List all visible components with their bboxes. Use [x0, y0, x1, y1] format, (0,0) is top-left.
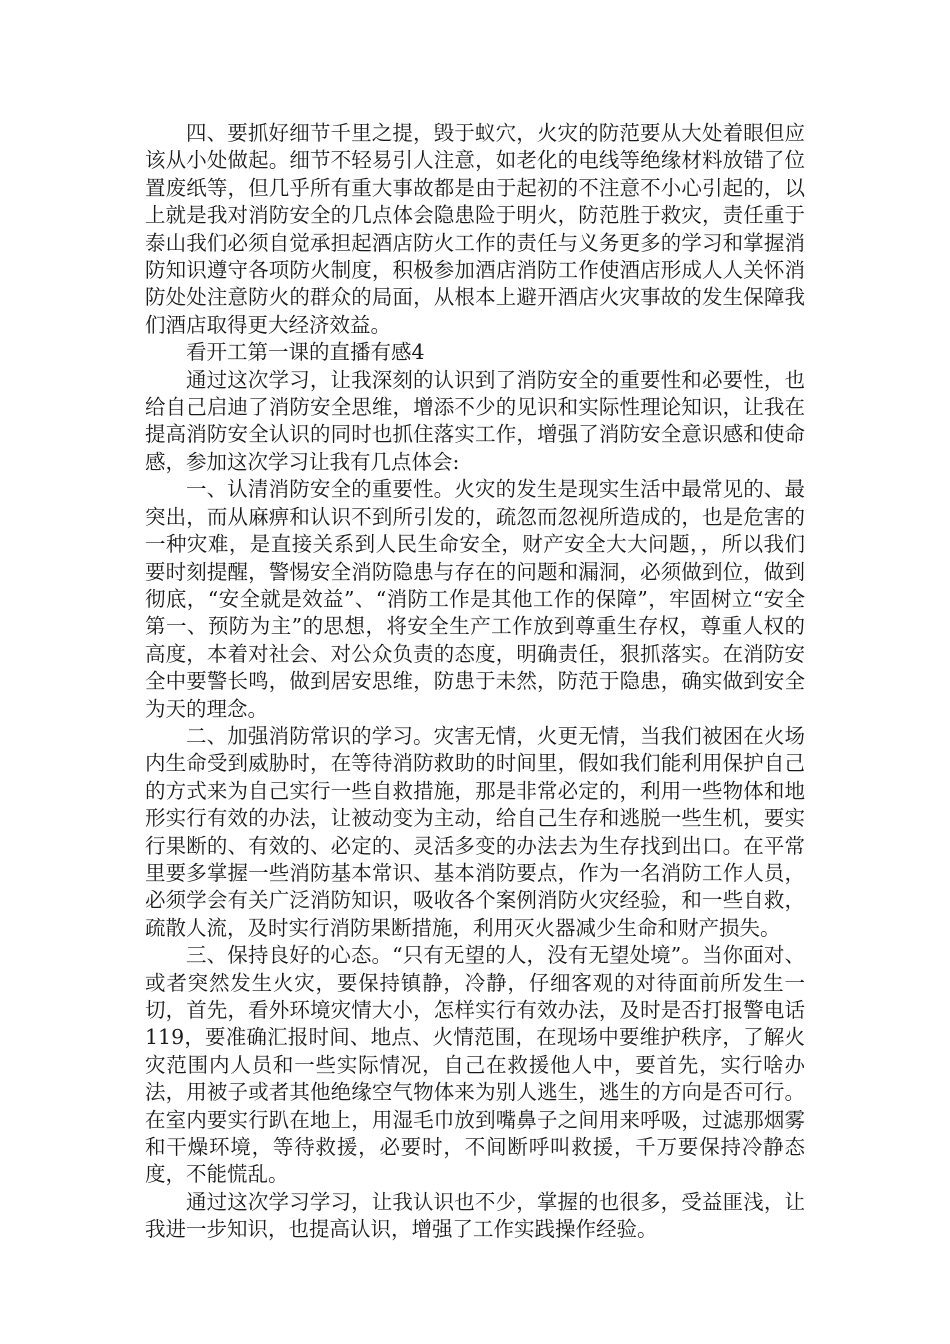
paragraph-point-three: 三、保持良好的心态。“只有无望的人，没有无望处境”。当你面对、或者突然发生火灾，要保持镇静，冷静，仔细客观的对待面前所发生一切，首先，看外环境灾情大小，怎样实行有效办法，及时是否打报警电话119，要准确汇报时间、地点、火情范围，在现场中要维护秩序，了解火灾范围内人员和一些实际情况，自己在救援他人中，要首先，实行啥办法，用被子或者其他绝缘空气物体来为别人逃生，逃生的方向是否可行。在室内要实行趴在地上，用湿毛巾放到嘴鼻子之间用来呼吸，过滤那烟雾和干燥环境，等待救援，必要时，不间断呼叫救援，千万要保持冷静态度，不能慌乱。 — [145, 943, 805, 1187]
paragraph-intro: 通过这次学习，让我深刻的认识到了消防安全的重要性和必要性，也给自己启迪了消防安全思维，增添不少的见识和实际性理论知识，让我在提高消防安全认识的同时也抓住落实工作，增强了消防安全意识感和使命感，参加这次学习让我有几点体会: — [145, 367, 805, 474]
paragraph-point-two: 二、加强消防常识的学习。灾害无情，火更无情，当我们被困在火场内生命受到威胁时，在等待消防救助的时间里，假如我们能利用保护自己的方式来为自己实行一些自救措施，那是非常必定的，利用一些物体和地形实行有效的办法，让被动变为主动，给自己生存和逃脱一些生机，要实行果断的、有效的、必定的、灵活多变的办法去为生存找到出口。在平常里要多掌握一些消防基本常识、基本消防要点，作为一名消防工作人员，必须学会有关广泛消防知识，吸收各个案例消防火灾经验，和一些自救，疏散人流，及时实行消防果断措施，利用灭火器减少生命和财产损失。 — [145, 723, 805, 940]
document-body — [145, 120, 805, 1244]
paragraph-point-one: 一、认清消防安全的重要性。火灾的发生是现实生活中最常见的、最突出，而从麻痹和认识不到所引发的，疏忽而忽视所造成的，也是危害的一种灾难，是直接关系到人民生命安全，财产安全大大问题，，所以我们要时刻提醒，警惕安全消防隐患与存在的问题和漏洞，必须做到位，做到彻底，“安全就是效益”、“消防工作是其他工作的保障”，牢固树立“安全第一、预防为主”的思想，将安全生产工作放到尊重生存权，尊重人权的高度，本着对社会、对公众负责的态度，明确责任，狠抓落实。在消防安全中要警长鸣，做到居安思维，防患于未然，防范于隐患，确实做到安全为天的理念。 — [145, 477, 805, 721]
section-heading: 看开工第一课的直播有感4 — [186, 340, 425, 365]
paragraph-conclusion: 通过这次学习学习，让我认识也不少，掌握的也很多，受益匪浅，让我进一步知识，也提高认识，增强了工作实践操作经验。 — [145, 1189, 805, 1242]
paragraph-fire-prevention-details: 四、要抓好细节千里之提，毁于蚁穴，火灾的防范要从大处着眼但应该从小处做起。细节不轻易引人注意，如老化的电线等绝缘材料放错了位置废纸等，但几乎所有重大事故都是由于起初的不注意不小心引起的，以上就是我对消防安全的几点体会隐患险于明火，防范胜于救灾，责任重于泰山我们必须自觉承担起酒店防火工作的责任与义务更多的学习和掌握消防知识遵守各项防火制度，积极参加酒店消防工作使酒店形成人人关怀消防处处注意防火的群众的局面，从根本上避开酒店火灾事故的发生保障我们酒店取得更大经济效益。 — [145, 121, 805, 337]
